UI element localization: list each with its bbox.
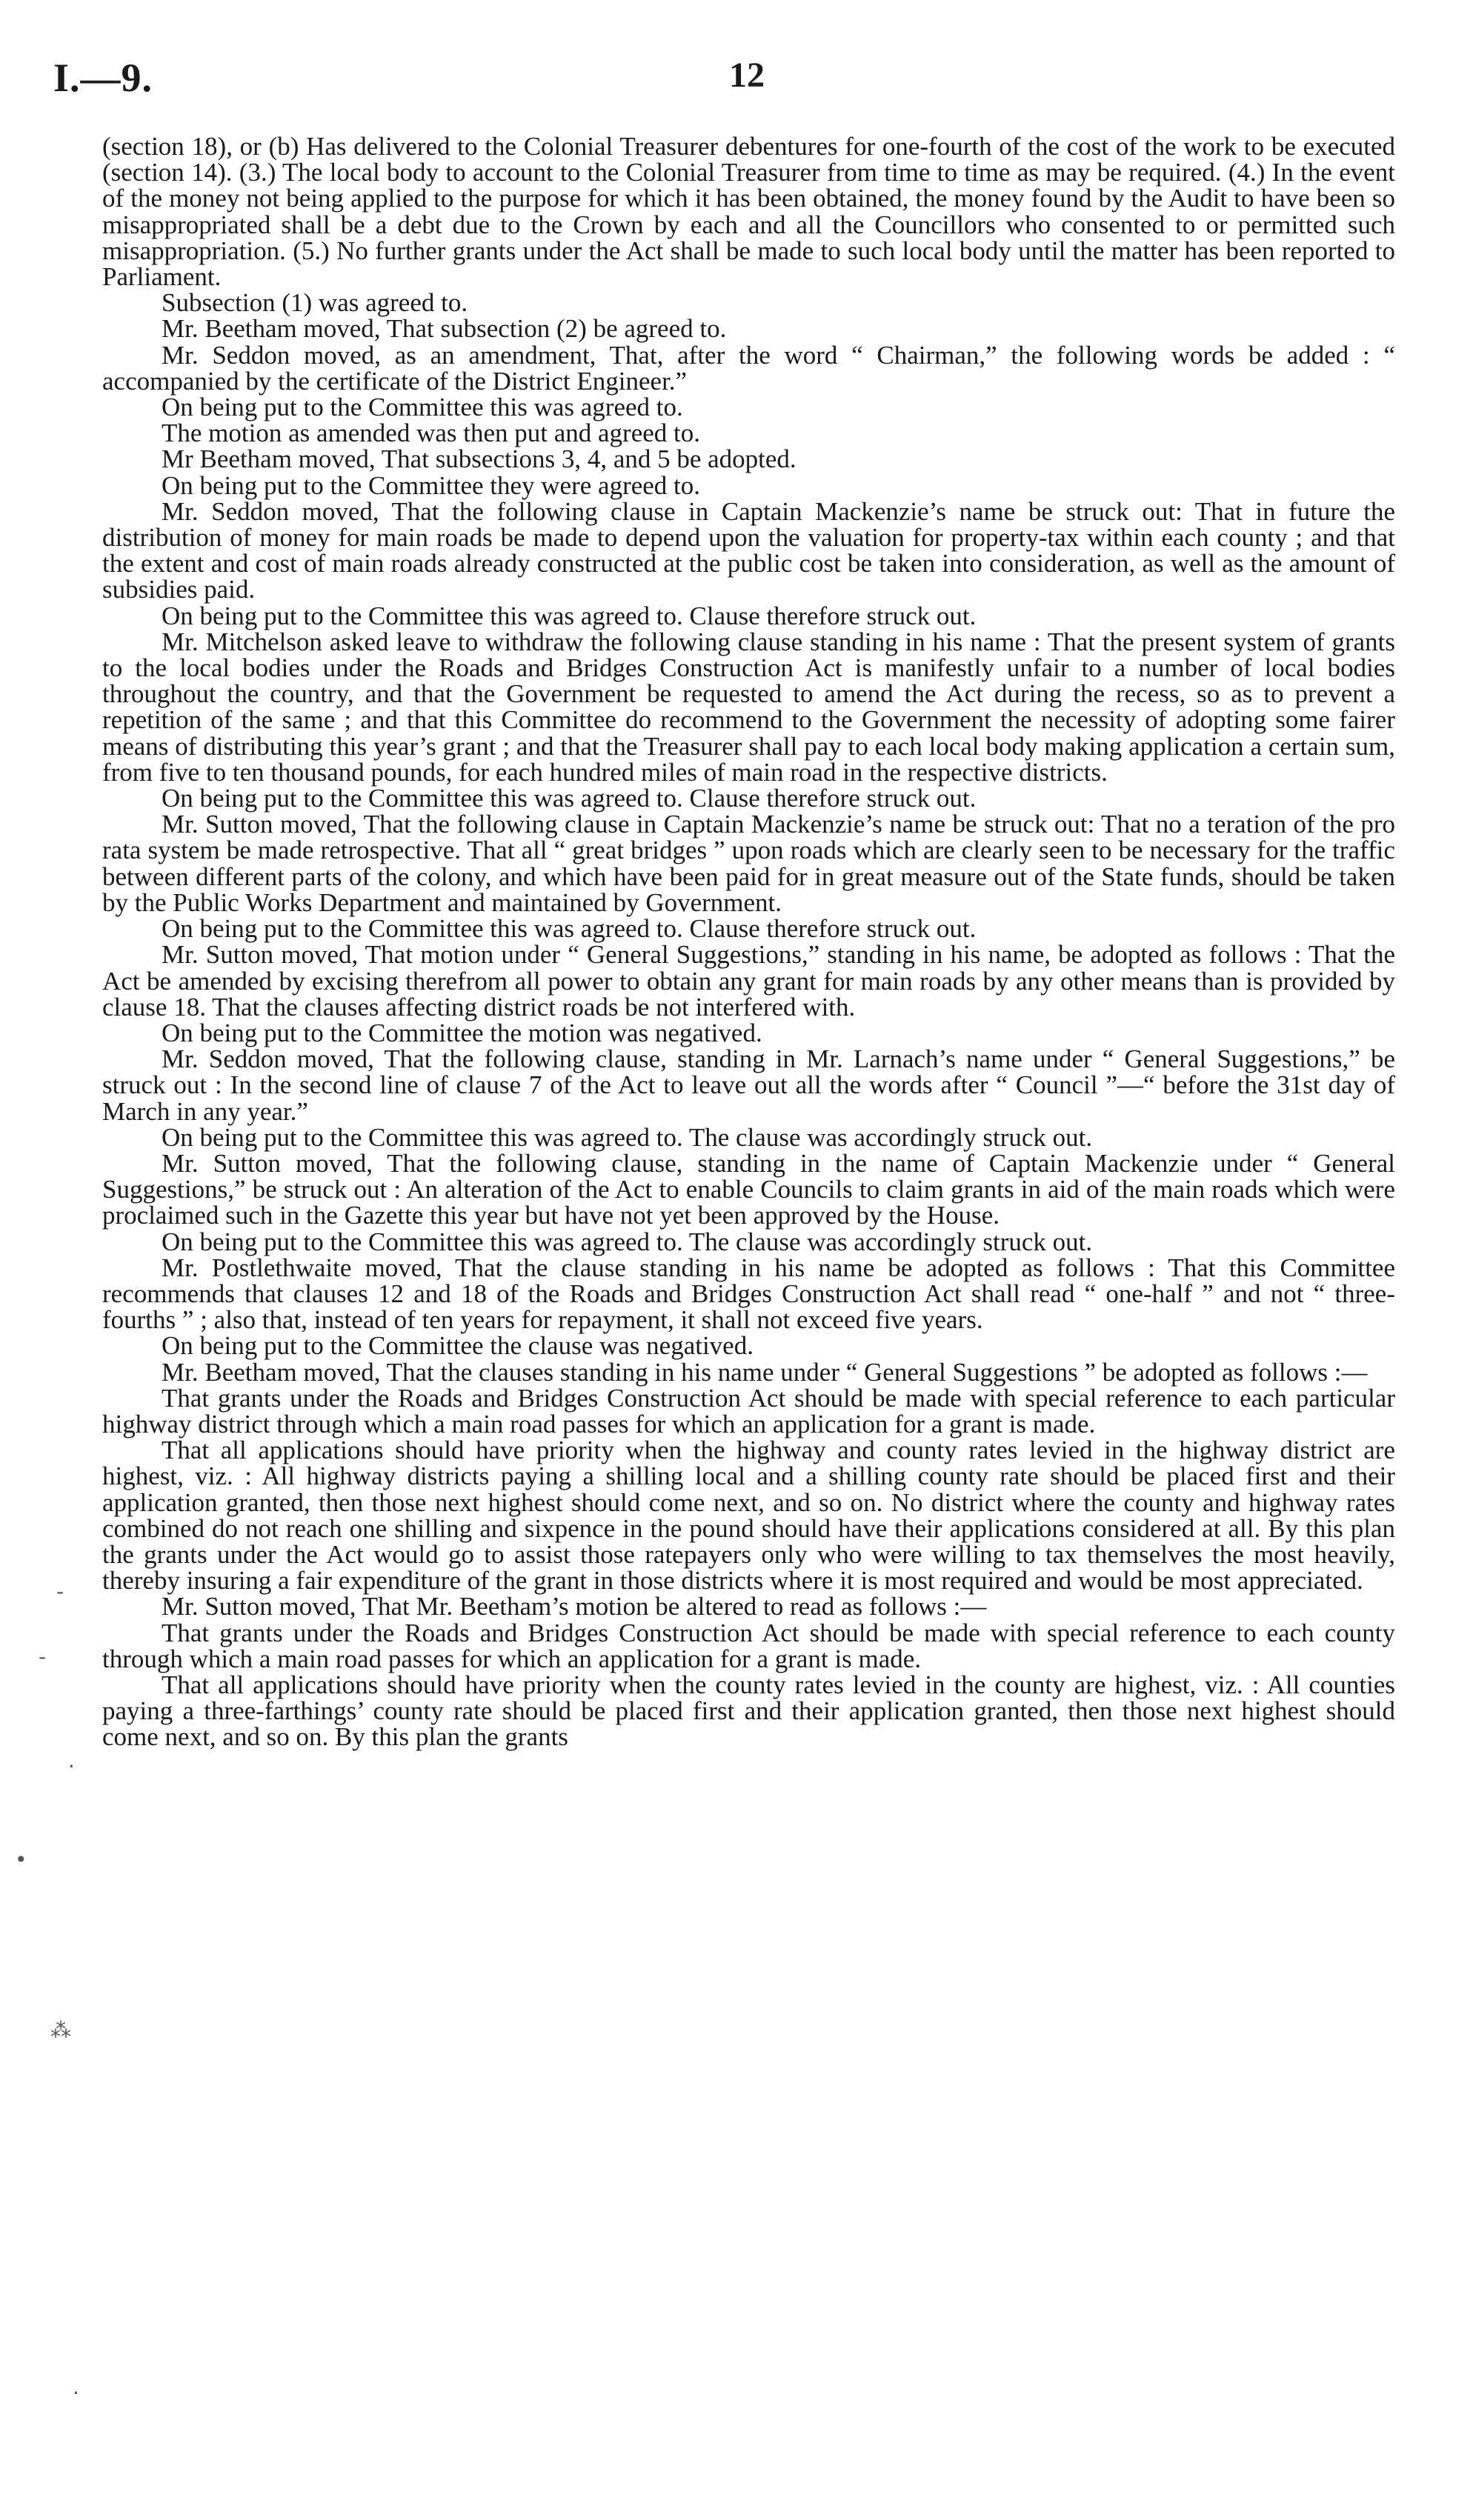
paragraph: On being put to the Committee the motion was negatived.	[162, 1018, 762, 1047]
paragraph: Mr. Seddon moved, as an amendment, That, after the word “ Chairman,” the following words be added : “ accompanied by the certificate of the District Engineer.”	[102, 340, 1395, 396]
paragraph: Mr. Sutton moved, That Mr. Beetham’s motion be altered to read as follows :—	[162, 1592, 987, 1621]
margin-mark: ·	[68, 1754, 75, 1779]
paragraph: (section 18), or (b) Has delivered to the Colonial Treasurer debentures for one-fourth of the cost of the work to be executed (section 14). (3.) The local body to account to the Colonial Treasurer from time to time as may be required. (4.) In the event of the money not being applied to the purpose for which it has been obtained, the money found by the Audit to have been so misappropriated shall be a debt due to the Crown by each and all the Councillors who consented to or permitted such misappropriation. (5.) No further grants under the Act shall be made to such local body until the matter has been reported to Parliament.	[102, 132, 1395, 292]
page-number: 12	[729, 56, 765, 95]
document-body	[102, 133, 1395, 1750]
paragraph: On being put to the Committee they were agreed to.	[162, 470, 701, 500]
paragraph: On being put to the Committee this was agreed to. Clause therefore struck out.	[162, 601, 977, 630]
paragraph: On being put to the Committee this was agreed to.	[162, 393, 683, 422]
margin-mark: ·	[73, 2381, 79, 2405]
paragraph: Mr. Seddon moved, That the following clause in Captain Mackenzie’s name be struck out: That in future the distribution of money for main roads be made to depend upon the valuation for property-tax within each county ; and that the extent and cost of main roads already constructed at the public cost be taken into consideration, as well as the amount of subsidies paid.	[102, 496, 1395, 604]
margin-mark: ⁂	[50, 2018, 71, 2042]
margin-mark: ‐	[56, 1579, 64, 1604]
document-reference: I.—9.	[53, 56, 153, 100]
paragraph: On being put to the Committee this was agreed to. Clause therefore struck out.	[162, 914, 977, 944]
paragraph: The motion as amended was then put and agreed to.	[162, 419, 701, 448]
paragraph: On being put to the Committee the clause was negatived.	[162, 1331, 754, 1361]
paragraph: Mr. Beetham moved, That subsection (2) be agreed to.	[162, 314, 727, 344]
margin-mark: •	[15, 1847, 27, 1872]
paragraph: On being put to the Committee this was agreed to. The clause was accordingly struck out.	[162, 1227, 1093, 1256]
quoted-clause: That grants under the Roads and Bridges Construction Act should be made with special reference to each particular highway district through which a main road passes for which an application for a grant is made.	[102, 1383, 1395, 1439]
paragraph: Subsection (1) was agreed to.	[162, 288, 468, 318]
quoted-clause: That all applications should have priority when the highway and county rates levied in the highway district are highest, viz. : All highway districts paying a shilling local and a shilling county rate should be placed first and their application granted, then those next highest should come next, and so on. No district where the county and highway rates combined do not reach one shilling and sixpence in the pound should have their applications considered at all. By this plan the grants under the Act would go to assist those ratepayers only who were willing to tax themselves the most heavily, thereby insuring a fair expenditure of the grant in those districts where it is most required and would be most appreciated.	[102, 1436, 1395, 1596]
quoted-clause: That grants under the Roads and Bridges Construction Act should be made with special reference to each county through which a main road passes for which an application for a grant is made.	[102, 1618, 1395, 1673]
paragraph: Mr. Sutton moved, That the following clause, standing in the name of Captain Mackenzie under “ General Suggestions,” be struck out : An alteration of the Act to enable Councils to claim grants in aid of the main roads which were proclaimed such in the Gazette this year but have not yet been approved by the House.	[102, 1148, 1395, 1230]
page-header	[53, 55, 1402, 99]
paragraph: On being put to the Committee this was agreed to. Clause therefore struck out.	[162, 784, 977, 813]
paragraph: Mr. Seddon moved, That the following clause, standing in Mr. Larnach’s name under “ General Suggestions,” be struck out : In the second line of clause 7 of the Act to leave out all the words after “ Council ”—“ before the 31st day of March in any year.”	[102, 1044, 1395, 1126]
margin-mark: ‐	[39, 1644, 47, 1669]
paragraph: Mr. Postlethwaite moved, That the clause standing in his name be adopted as follows : That this Committee recommends that clauses 12 and 18 of the Roads and Bridges Construction Act shall read “ one-half ” and not “ three-fourths ” ; also that, instead of ten years for repayment, it shall not exceed five years.	[102, 1253, 1395, 1335]
paragraph: Mr. Sutton moved, That motion under “ General Suggestions,” standing in his name, be adopted as follows : That the Act be amended by excising therefrom all power to obtain any grant for main roads by any other means than is provided by clause 18. That the clauses affecting district roads be not interfered with.	[102, 940, 1395, 1021]
paragraph: Mr Beetham moved, That subsections 3, 4, and 5 be adopted.	[162, 444, 796, 474]
quoted-clause: That all applications should have priority when the county rates levied in the county are highest, viz. : All counties paying a three-farthings’ county rate should be placed first and their application granted, then those next highest should come next, and so on. By this plan the grants	[102, 1670, 1395, 1752]
paragraph: Mr. Sutton moved, That the following clause in Captain Mackenzie’s name be struck out: That no a teration of the pro rata system be made retrospective. That all “ great bridges ” upon roads which are clearly seen to be necessary for the traffic between different parts of the colony, and which have been paid for in great measure out of the State funds, should be taken by the Public Works Department and maintained by Government.	[102, 810, 1395, 917]
paragraph: Mr. Mitchelson asked leave to withdraw the following clause standing in his name : That the present system of grants to the local bodies under the Roads and Bridges Construction Act is manifestly unfair to a number of local bodies throughout the country, and that the Government be requested to amend the Act during the recess, so as to prevent a repetition of the same ; and that this Committee do recommend to the Government the necessity of adopting some fairer means of distributing this year’s grant ; and that the Treasurer shall pay to each local body making application a certain sum, from five to ten thousand pounds, for each hundred miles of main road in the respective districts.	[102, 627, 1395, 787]
paragraph: On being put to the Committee this was agreed to. The clause was accordingly struck out.	[162, 1122, 1093, 1152]
paragraph: Mr. Beetham moved, That the clauses standing in his name under “ General Suggestions ” be adopted as follows :—	[162, 1357, 1368, 1387]
